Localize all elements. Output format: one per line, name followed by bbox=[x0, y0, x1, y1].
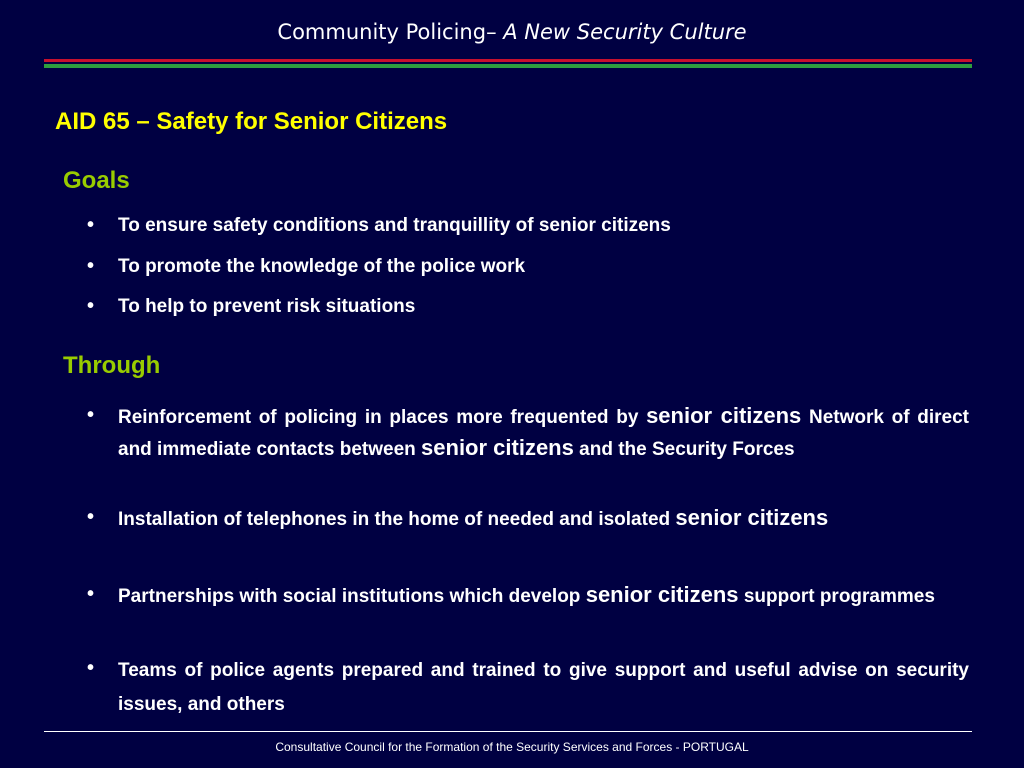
header-title-main: Community Policing bbox=[277, 20, 487, 44]
through-item-1-emph-1: senior citizens bbox=[646, 403, 802, 428]
through-item-1-text-e: and the Security Forces bbox=[573, 439, 795, 460]
through-item-2-text-a: Installation of telephones in the home of needed and isolated bbox=[118, 509, 676, 530]
goal-item-3: To help to prevent risk situations bbox=[118, 296, 416, 317]
goal-bullet-3: • bbox=[87, 295, 95, 317]
goals-heading: Goals bbox=[63, 167, 130, 194]
through-item-1-text-c: Network of direct and immediate contacts between bbox=[118, 407, 969, 460]
through-heading: Through bbox=[63, 352, 161, 379]
through-bullet-4: • bbox=[87, 657, 95, 679]
header-title-dash: – bbox=[486, 20, 497, 44]
footer-text: Consultative Council for the Formation of the Security Services and Forces - PORTUGAL bbox=[275, 740, 749, 754]
header-subtitle: A New Security Culture bbox=[496, 20, 747, 44]
through-bullet-2: • bbox=[87, 506, 95, 528]
through-item-1 bbox=[118, 401, 969, 465]
header-title bbox=[0, 20, 1024, 44]
through-item-3-text-c: support programmes bbox=[738, 586, 935, 607]
footer-rule bbox=[44, 731, 972, 732]
through-bullet-1: • bbox=[87, 404, 95, 426]
through-item-3-emph: senior citizens bbox=[585, 582, 739, 607]
through-item-2-emph: senior citizens bbox=[675, 505, 829, 530]
through-item-3-text-a: Partnerships with social institutions which develop bbox=[118, 586, 586, 607]
through-bullet-3: • bbox=[87, 583, 95, 605]
through-item-1-emph-2: senior citizens bbox=[421, 435, 574, 460]
header-rule-green bbox=[44, 64, 972, 68]
goal-bullet-2: • bbox=[87, 255, 95, 277]
through-item-3 bbox=[118, 580, 969, 612]
goal-item-2: To promote the knowledge of the police work bbox=[118, 256, 526, 277]
through-item-1-text-a: Reinforcement of policing in places more frequented by bbox=[118, 407, 647, 428]
goal-bullet-1: • bbox=[87, 214, 95, 236]
goal-item-1: To ensure safety conditions and tranquillity of senior citizens bbox=[118, 215, 671, 236]
through-item-4: Teams of police agents prepared and trained to give support and useful advise on security issues, and others bbox=[118, 660, 969, 715]
through-item-2 bbox=[118, 503, 969, 535]
section-title: AID 65 – Safety for Senior Citizens bbox=[55, 108, 448, 135]
